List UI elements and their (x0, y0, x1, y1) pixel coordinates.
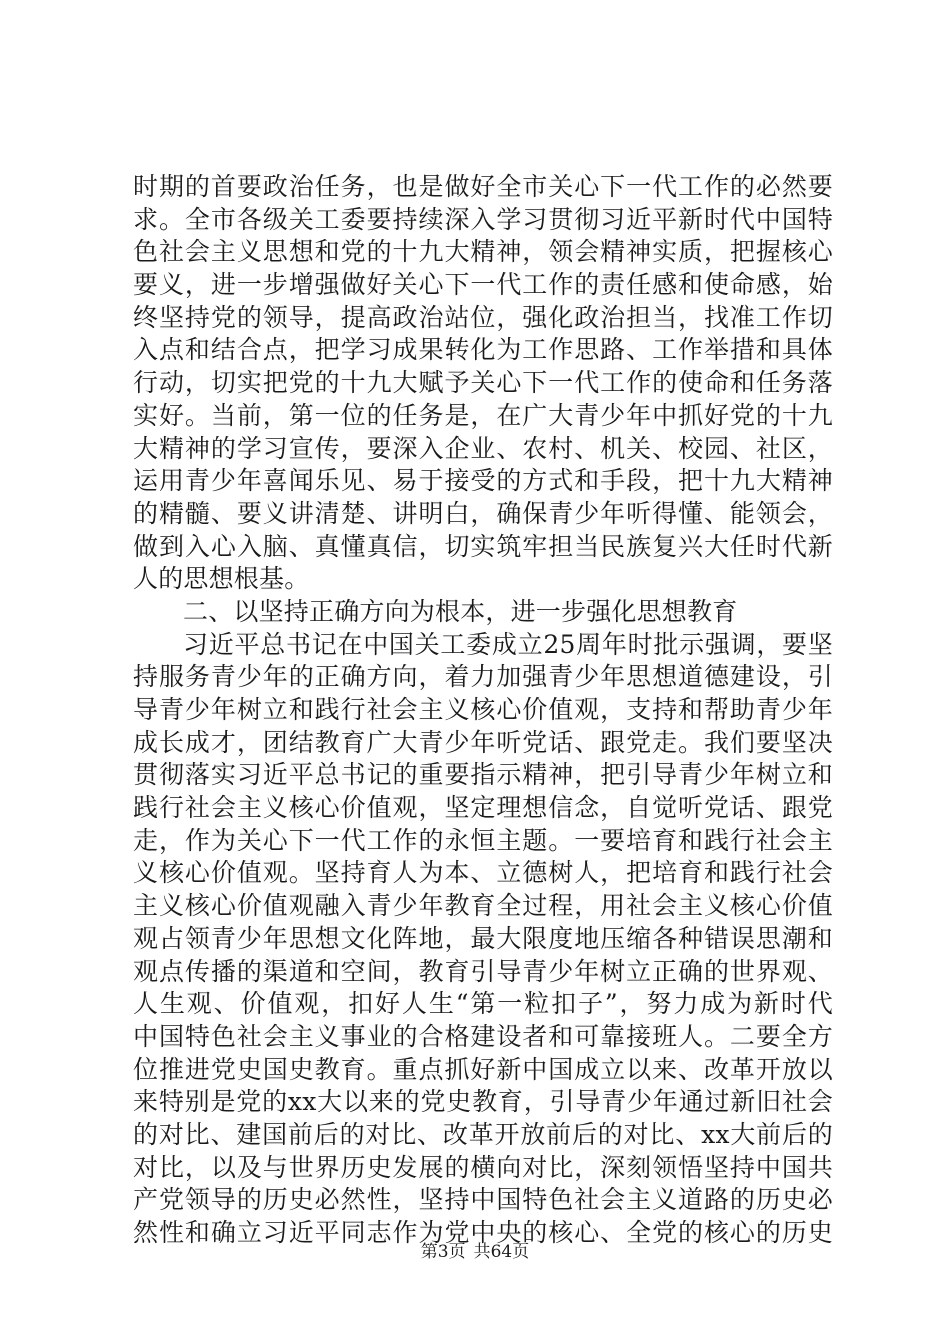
text-line: 主义核心价值观融入青少年教育全过程，用社会主义核心价值 (133, 891, 833, 921)
text-line: 终坚持党的领导，提高政治站位，强化政治担当，找准工作切 (133, 302, 833, 332)
document-body (133, 171, 833, 1250)
page-footer (0, 1240, 950, 1264)
text-line: 观占领青少年思想文化阵地，最大限度地压缩各种错误思潮和 (133, 923, 833, 953)
text-line: 观点传播的渠道和空间，教育引导青少年树立正确的世界观、 (133, 956, 833, 986)
heading-text: 二、以坚持正确方向为根本，进一步强化思想教育 (183, 596, 738, 626)
text-line: 导青少年树立和践行社会主义核心价值观，支持和帮助青少年 (133, 695, 833, 724)
text-line: 来特别是党的xx大以来的党史教育，引导青少年通过新旧社会 (133, 1087, 833, 1117)
text-line: 习近平总书记在中国关工委成立25周年时批示强调，要坚 (183, 629, 833, 659)
text-line: 色社会主义思想和党的十九大精神，领会精神实质，把握核心 (133, 237, 833, 267)
text-line: 人的思想根基。 (133, 564, 310, 594)
text-line: 践行社会主义核心价值观，坚定理想信念，自觉听党话、跟党 (133, 793, 833, 823)
text-line: 持服务青少年的正确方向，着力加强青少年思想道德建设，引 (133, 662, 833, 692)
text-line: 人生观、价值观，扣好人生“第一粒扣子”，努力成为新时代 (133, 989, 833, 1019)
paragraph-continuation (133, 171, 833, 596)
text-line: 位推进党史国史教育。重点抓好新中国成立以来、改革开放以 (133, 1054, 833, 1084)
text-line: 中国特色社会主义事业的合格建设者和可靠接班人。二要全方 (133, 1021, 833, 1051)
text-line: 对比，以及与世界历史发展的横向对比，深刻领悟坚持中国共 (133, 1152, 833, 1182)
text-line: 时期的首要政治任务，也是做好全市关心下一代工作的必然要 (133, 172, 833, 201)
text-line: 贯彻落实习近平总书记的重要指示精神，把引导青少年树立和 (133, 760, 833, 790)
text-line: 成长成才，团结教育广大青少年听党话、跟党走。我们要坚决 (133, 727, 833, 757)
text-line: 行动，切实把党的十九大赋予关心下一代工作的使命和任务落 (133, 368, 833, 398)
text-line: 要义，进一步增强做好关心下一代工作的责任感和使命感，始 (133, 270, 833, 300)
text-line: 求。全市各级关工委要持续深入学习贯彻习近平新时代中国特 (133, 204, 833, 234)
text-line: 产党领导的历史必然性，坚持中国特色社会主义道路的历史必 (133, 1185, 833, 1215)
page-total: 共64页 (473, 1242, 530, 1262)
text-line: 大精神的学习宣传，要深入企业、农村、机关、校园、社区， (133, 433, 833, 463)
text-line: 然性和确立习近平同志作为党中央的核心、全党的核心的历史 (133, 1218, 833, 1247)
text-line: 义核心价值观。坚持育人为本、立德树人，把培育和践行社会 (133, 858, 833, 888)
text-line: 走，作为关心下一代工作的永恒主题。一要培育和践行社会主 (133, 825, 833, 855)
page-number: 第3页 (420, 1242, 466, 1262)
text-line: 的对比、建国前后的对比、改革开放前后的对比、xx大前后的 (133, 1119, 833, 1149)
paragraph (133, 629, 833, 1250)
section-heading (133, 596, 833, 629)
text-line: 的精髓、要义讲清楚、讲明白，确保青少年听得懂、能领会， (133, 498, 833, 528)
text-line: 做到入心入脑、真懂真信，切实筑牢担当民族复兴大任时代新 (133, 531, 833, 561)
text-line: 实好。当前，第一位的任务是，在广大青少年中抓好党的十九 (133, 400, 833, 430)
text-line: 运用青少年喜闻乐见、易于接受的方式和手段，把十九大精神 (133, 466, 833, 496)
text-line: 入点和结合点，把学习成果转化为工作思路、工作举措和具体 (133, 335, 833, 365)
